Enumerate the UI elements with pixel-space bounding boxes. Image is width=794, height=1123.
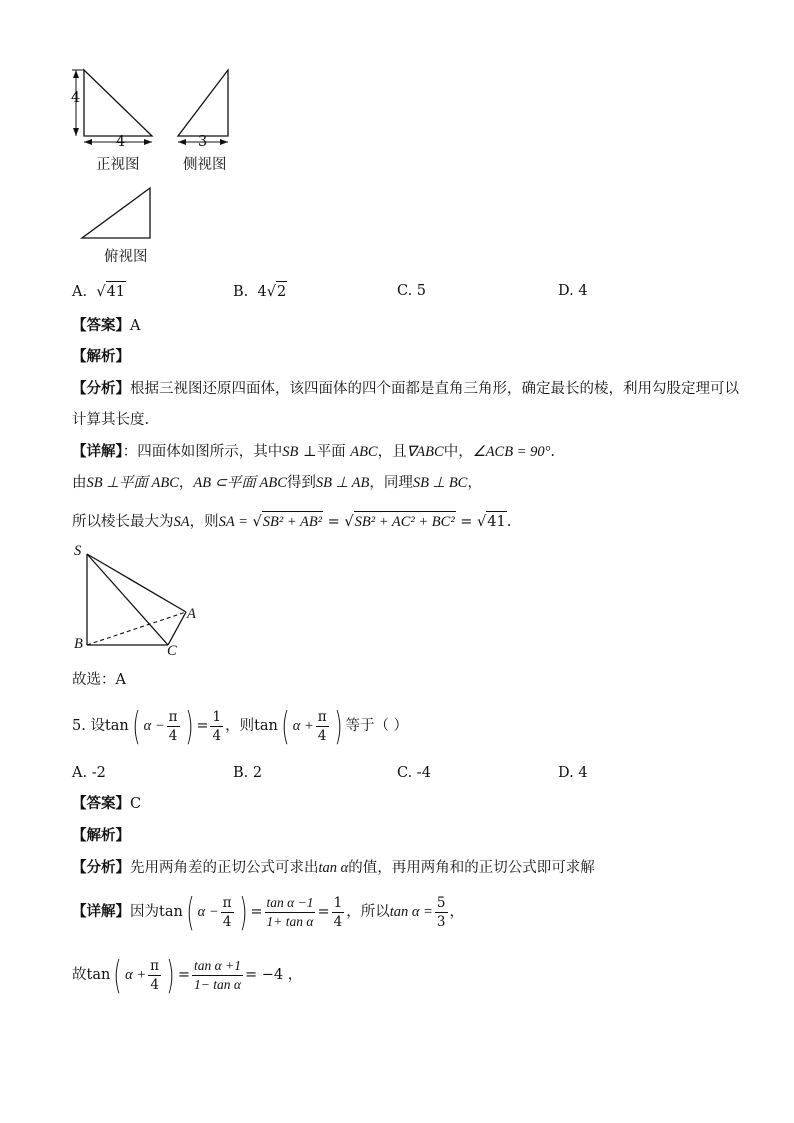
q4-jiexi: 【解析】 [72, 349, 130, 365]
front-view-triangle [84, 70, 152, 136]
three-view-figures [60, 60, 260, 270]
q4-detail-line3: 所以棱长最大为SA，则SA = √SB² + AB² = √SB² + AC² + BC² = √41. [72, 511, 511, 532]
side-view-caption: 侧视图 [183, 157, 227, 173]
side-view-triangle [178, 70, 228, 136]
q5-detail-line2: 故tan( α + $\frac{\pi}{4}$ ) = $\frac{\text{tan α +1}}{\text{1− tan α}}$ = −4 ， [72, 953, 303, 997]
vertex-b: B [74, 636, 83, 652]
q4-choose: 故选：A [72, 672, 126, 688]
q4-answer: 【答案】A [72, 318, 141, 334]
side-width-label: 3 [198, 134, 208, 150]
top-view-triangle [82, 188, 150, 238]
top-view-caption: 俯视图 [104, 249, 148, 265]
front-view-caption: 正视图 [96, 157, 140, 173]
q5-answer: 【答案】C [72, 796, 142, 812]
q4-option-d: D. 4 [558, 283, 588, 299]
q5-option-b: B. 2 [233, 765, 263, 781]
q4-option-c: C. 5 [397, 283, 427, 299]
vertex-a: A [187, 606, 196, 622]
q5-question: 5. 设tan( α − $\frac{\pi}{4}$ ) = $\frac{1}{4}$ ，则tan( α + $\frac{\pi}{4}$ ) 等于（ ） [72, 704, 409, 748]
q5-analysis: 【分析】先用两角差的正切公式可求出tan α的值，再用两角和的正切公式即可求解 [72, 860, 595, 876]
q4-analysis-line2: 计算其长度. [72, 412, 150, 428]
q4-detail-line2: 由SB ⊥平面 ABC，AB ⊂平面 ABC得到SB ⊥ AB，同理SB ⊥ BC， [72, 475, 482, 491]
vertex-s: S [74, 543, 82, 559]
q4-detail-line1: 【详解】：四面体如图所示，其中SB ⊥平面 ABC，且∇ABC中，∠ACB = 90°. [72, 444, 556, 460]
q5-option-d: D. 4 [558, 765, 588, 781]
q5-jiexi: 【解析】 [72, 828, 130, 844]
front-height-label: 4 [71, 90, 81, 106]
q5-option-c: C. -4 [397, 765, 431, 781]
q4-option-b: B. 4√2 [233, 281, 287, 302]
q4-option-a: A. √41 [72, 281, 126, 302]
q4-analysis-line1: 【分析】根据三视图还原四面体，该四面体的四个面都是直角三角形，确定最长的棱，利用勾股定理可以 [72, 381, 739, 397]
q5-option-a: A. -2 [72, 765, 106, 781]
vertex-c: C [167, 643, 177, 659]
q5-detail-line1: 【详解】因为tan( α − $\frac{\pi}{4}$ ) = $\frac{\text{tan α −1}}{\text{1+ tan α}}$ = $\frac{1}{4}$ ，所以tan α = $\frac{5}{3}$ ， [72, 890, 465, 934]
front-width-label: 4 [116, 134, 126, 150]
